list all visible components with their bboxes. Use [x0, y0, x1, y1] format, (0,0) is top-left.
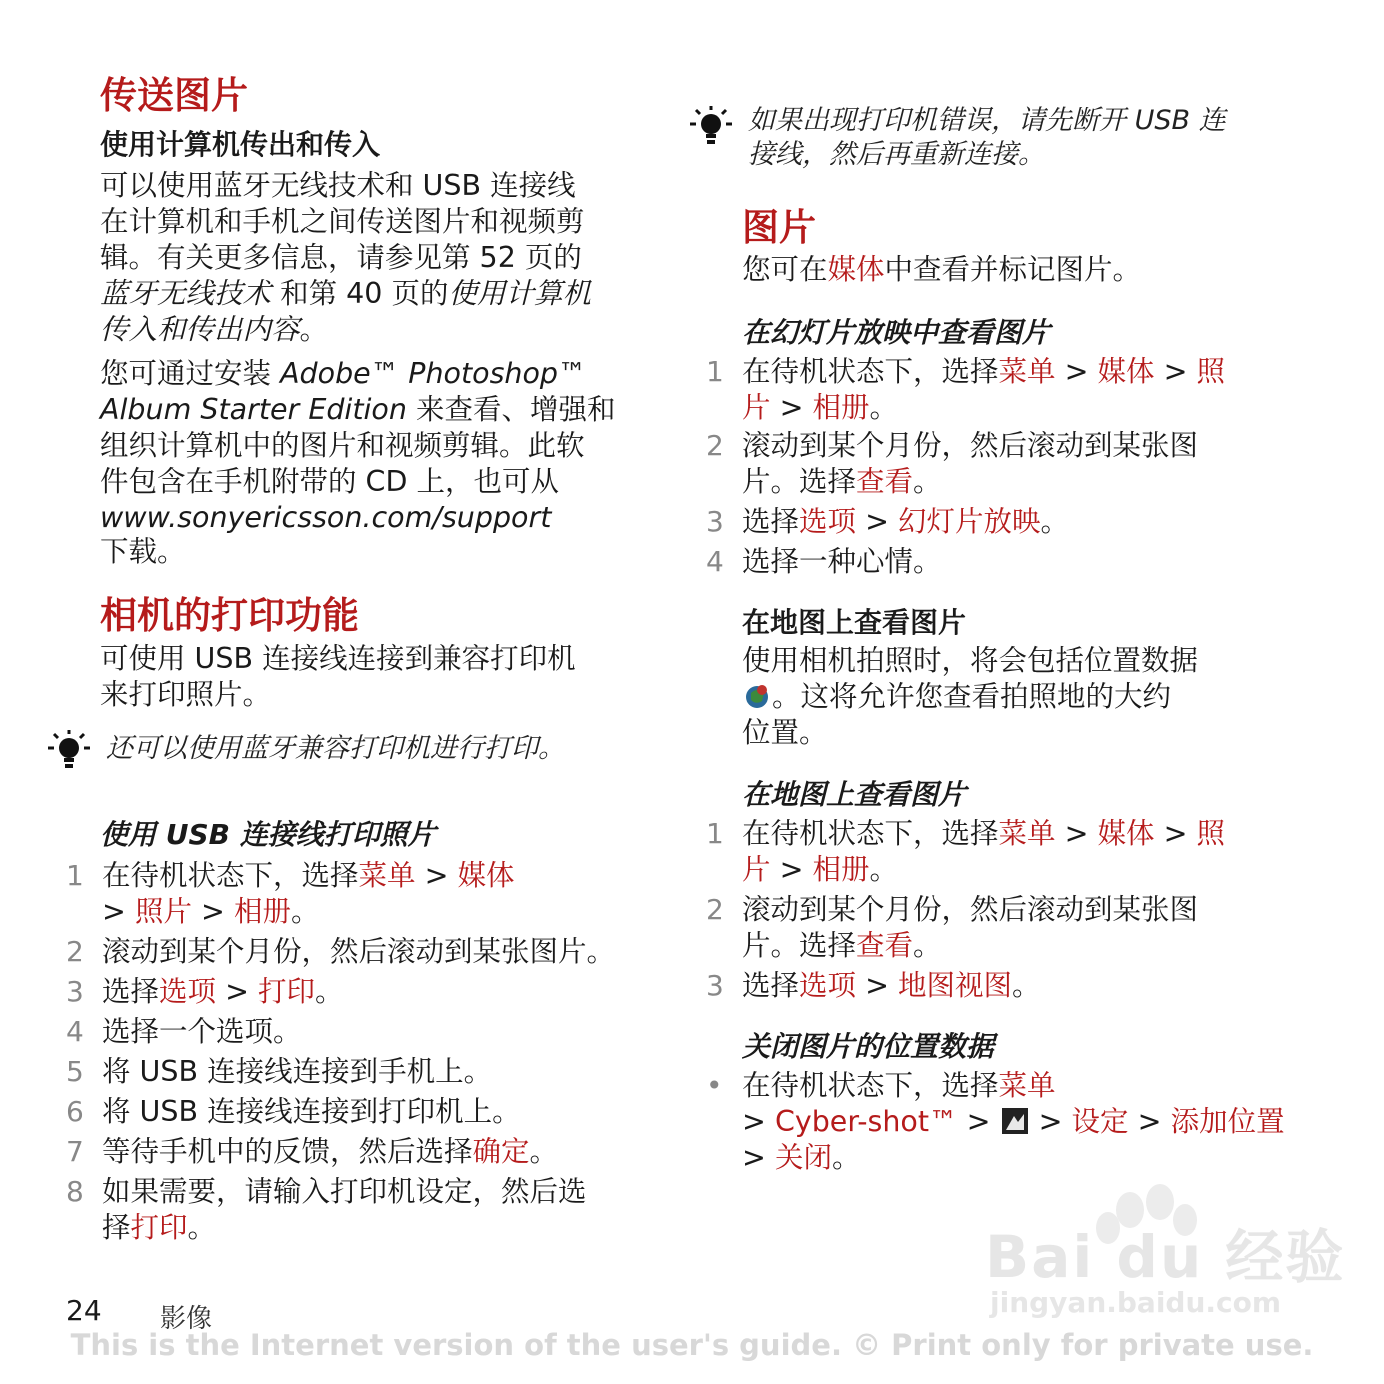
step-number: 3 [706, 969, 724, 1002]
view-link[interactable]: 查看 [856, 465, 914, 498]
text-fragment: 片。选择 [742, 929, 857, 962]
section-title-print: 相机的打印功能 [100, 594, 359, 637]
camera-settings-icon [1000, 1106, 1030, 1136]
step-number: 6 [66, 1095, 84, 1128]
text-fragment: 在待机状态下，选择 [742, 1069, 999, 1102]
paragraph-print [100, 641, 576, 713]
slideshow-link[interactable]: 幻灯片放映 [898, 505, 1041, 538]
subtitle-map-view: 在地图上查看图片 [742, 606, 967, 639]
bullet: • [706, 1069, 723, 1102]
text-line [742, 464, 1322, 500]
text-line [100, 276, 591, 312]
menu-link[interactable]: 菜单 [998, 355, 1056, 388]
subtitle-slideshow: 在幻灯片放映中查看图片 [742, 316, 1051, 349]
text-fragment: 。 [315, 975, 344, 1008]
text-fragment: 您可在 [742, 253, 828, 286]
text-fragment: 。 [913, 465, 942, 498]
text-line [742, 252, 1141, 288]
list-item [706, 892, 1322, 964]
text-line [742, 968, 1322, 1004]
text-fragment: 。 [913, 929, 942, 962]
step-number: 3 [706, 505, 724, 538]
text-fragment: 和第 40 页的 [271, 277, 449, 310]
tip-line: 接线，然后再重新连接。 [748, 139, 1045, 170]
view-link[interactable]: 查看 [856, 929, 914, 962]
text-line: 使用相机拍照时，将会包括位置数据 [742, 644, 1199, 677]
menu-link[interactable]: 菜单 [358, 859, 416, 892]
text-line [742, 852, 1322, 888]
text-line [742, 679, 1198, 715]
separator: > [1029, 1105, 1072, 1138]
text-fragment: 来查看、增强和 [406, 393, 616, 426]
text-fragment: 在待机状态下，选择 [742, 817, 999, 850]
lightbulb-tip-icon [688, 104, 734, 152]
text-fragment: 。 [290, 895, 320, 928]
photos-link[interactable]: 照 [1196, 817, 1226, 850]
text-line [100, 312, 591, 348]
text-fragment: 。 [869, 853, 899, 886]
list-item [66, 1174, 682, 1246]
list-item [66, 1014, 682, 1050]
text-fragment: 。 [299, 313, 329, 346]
list-item [706, 428, 1322, 500]
text-line: 滚动到某个月份，然后滚动到某张图片。 [102, 935, 616, 968]
step-number: 5 [66, 1055, 84, 1088]
text-line [742, 928, 1322, 964]
separator: > [957, 1105, 1000, 1138]
section-title-pictures: 图片 [742, 206, 816, 249]
text-line: 将 USB 连接线连接到手机上。 [102, 1055, 493, 1088]
list-item [706, 504, 1322, 540]
separator: > [742, 1141, 775, 1174]
text-line: 组织计算机中的图片和视频剪辑。此软 [100, 429, 585, 462]
footer-section: 影像 [160, 1304, 213, 1334]
text-line [102, 1134, 682, 1170]
step-number: 2 [706, 429, 724, 462]
separator: > [770, 391, 813, 424]
text-line: 选择一个选项。 [102, 1015, 302, 1048]
step-number: 1 [706, 355, 724, 388]
separator: > [102, 895, 135, 928]
text-line: 将 USB 连接线连接到打印机上。 [102, 1095, 521, 1128]
text-line [742, 1140, 1322, 1176]
text-fragment: 您可通过安装 [100, 357, 281, 390]
text-line: 可使用 USB 连接线连接到兼容打印机 [100, 642, 576, 675]
text-line: 件包含在手机附带的 CD 上，也可从 [100, 465, 559, 498]
step-number: 4 [66, 1015, 84, 1048]
text-line: 如果需要，请输入打印机设定，然后选 [102, 1175, 587, 1208]
text-line [742, 390, 1322, 426]
text-line [102, 1210, 682, 1246]
section-title-transfer: 传送图片 [100, 74, 248, 117]
text-fragment: 。 [1012, 969, 1041, 1002]
text-line: 辑。有关更多信息，请参见第 52 页的 [100, 241, 582, 274]
text-fragment: 选择 [742, 969, 800, 1002]
text-fragment: 等待手机中的反馈，然后选择 [102, 1135, 473, 1168]
text-fragment: 。 [869, 391, 899, 424]
print-link[interactable]: 打印 [130, 1211, 188, 1244]
watermark-text: Bai du 经验 [985, 1223, 1346, 1291]
text-fragment: 。 [529, 1135, 559, 1168]
product-name: Adobe™ Photoshop™ [280, 357, 587, 390]
step-number: 2 [66, 935, 84, 968]
separator: > [191, 895, 234, 928]
text-line [742, 816, 1322, 852]
text-line [742, 1068, 1322, 1104]
text-line: 选择一种心情。 [742, 545, 942, 578]
step-number: 3 [66, 975, 84, 1008]
support-url[interactable]: www.sonyericsson.com/support [100, 501, 552, 534]
settings-link[interactable]: 设定 [1071, 1105, 1129, 1138]
list-item [66, 858, 682, 930]
list-item [706, 968, 1322, 1004]
options-link[interactable]: 选项 [799, 505, 857, 538]
ref-bluetooth: 蓝牙无线技术 [100, 277, 272, 310]
separator: > [1154, 817, 1197, 850]
text-line: 滚动到某个月份，然后滚动到某张图 [742, 429, 1199, 462]
watermark-url: jingyan.baidu.com [990, 1286, 1282, 1319]
text-fragment: 。这将允许您查看拍照地的大约 [772, 680, 1172, 713]
ref-computer: 使用计算机 [448, 277, 591, 310]
subtitle-disable-geotag: 关闭图片的位置数据 [742, 1030, 995, 1063]
lightbulb-tip-icon [46, 728, 92, 776]
text-line [100, 356, 616, 392]
step-number: 4 [706, 545, 724, 578]
list-item [66, 1054, 682, 1090]
page-number: 24 [66, 1294, 102, 1327]
text-fragment: 在待机状态下，选择 [102, 859, 359, 892]
text-line: 下载。 [100, 535, 186, 568]
photos-link[interactable]: 照片 [134, 895, 192, 928]
separator: > [1055, 817, 1098, 850]
text-line [102, 858, 682, 894]
separator: > [856, 969, 899, 1002]
text-fragment: 选择 [102, 975, 160, 1008]
text-line [742, 1104, 1322, 1140]
text-line: 位置。 [742, 716, 828, 749]
map-view-link[interactable]: 地图视图 [898, 969, 1013, 1002]
separator: > [742, 1105, 775, 1138]
media-link[interactable]: 媒体 [457, 859, 515, 892]
photos-link[interactable]: 片 [742, 853, 771, 886]
separator: > [770, 853, 813, 886]
ref-computer-2: 传入和传出内容 [100, 313, 300, 346]
text-line: 可以使用蓝牙无线技术和 USB 连接线 [100, 169, 576, 202]
album-link[interactable]: 相册 [233, 895, 291, 928]
list-item [66, 1094, 682, 1130]
product-name: Album Starter Edition [100, 393, 407, 426]
tip-printer-error [748, 104, 1226, 172]
list-item [66, 934, 682, 970]
subtitle-map-view-2: 在地图上查看图片 [742, 778, 967, 811]
text-fragment: 选择 [742, 505, 800, 538]
tip-line: 如果出现打印机错误，请先断开 USB 连 [748, 105, 1226, 136]
step-number: 2 [706, 893, 724, 926]
text-fragment: 中查看并标记图片。 [884, 253, 1142, 286]
text-line [742, 354, 1322, 390]
text-fragment: 。 [1040, 505, 1070, 538]
off-link[interactable]: 关闭 [774, 1141, 832, 1174]
copyright-notice: This is the Internet version of the user's guide. © Print only for private use. [70, 1328, 1314, 1362]
paragraph-pictures [742, 252, 1141, 288]
separator: > [1128, 1105, 1171, 1138]
separator: > [415, 859, 458, 892]
media-link[interactable]: 媒体 [1097, 817, 1155, 850]
text-line: 来打印照片。 [100, 678, 272, 711]
subtitle-usb-print: 使用 USB 连接线打印照片 [100, 818, 436, 851]
paragraph-adobe [100, 356, 616, 570]
list-item [706, 354, 1322, 426]
options-link[interactable]: 选项 [799, 969, 857, 1002]
text-line [100, 392, 616, 428]
separator: > [1154, 355, 1197, 388]
ok-link[interactable]: 确定 [472, 1135, 530, 1168]
step-number: 7 [66, 1135, 84, 1168]
separator: > [1055, 355, 1098, 388]
tip-bluetooth-print: 还可以使用蓝牙兼容打印机进行打印。 [106, 733, 565, 764]
media-link[interactable]: 媒体 [1097, 355, 1155, 388]
album-link[interactable]: 相册 [812, 391, 870, 424]
menu-link[interactable]: 菜单 [998, 1069, 1056, 1102]
add-location-link[interactable]: 添加位置 [1170, 1105, 1285, 1138]
text-line [102, 894, 682, 930]
list-item [706, 1068, 1322, 1176]
text-line: 在计算机和手机之间传送图片和视频剪 [100, 205, 585, 238]
print-link[interactable]: 打印 [258, 975, 316, 1008]
photos-link[interactable]: 照 [1196, 355, 1226, 388]
list-item [706, 816, 1322, 888]
subtitle-computer: 使用计算机传出和传入 [100, 128, 381, 161]
photos-link[interactable]: 片 [742, 391, 771, 424]
text-fragment: 择 [102, 1211, 131, 1244]
paragraph-geotag [742, 643, 1198, 751]
step-number: 1 [706, 817, 724, 850]
text-line: 滚动到某个月份，然后滚动到某张图 [742, 893, 1199, 926]
step-number: 1 [66, 859, 84, 892]
paragraph-transfer [100, 168, 591, 348]
text-fragment: 。 [187, 1211, 217, 1244]
album-link[interactable]: 相册 [812, 853, 870, 886]
geotag-icon [742, 681, 772, 711]
text-fragment: 在待机状态下，选择 [742, 355, 999, 388]
text-fragment: 片。选择 [742, 465, 857, 498]
list-item [66, 1134, 682, 1170]
text-line [102, 974, 682, 1010]
text-line [742, 504, 1322, 540]
menu-link[interactable]: 菜单 [998, 817, 1056, 850]
list-item [66, 974, 682, 1010]
step-number: 8 [66, 1175, 84, 1208]
options-link[interactable]: 选项 [159, 975, 217, 1008]
media-link[interactable]: 媒体 [827, 253, 885, 286]
list-item [706, 544, 1322, 580]
separator: > [856, 505, 899, 538]
text-fragment: 。 [831, 1141, 861, 1174]
cybershot-link[interactable]: Cyber-shot™ [774, 1105, 958, 1138]
separator: > [216, 975, 259, 1008]
